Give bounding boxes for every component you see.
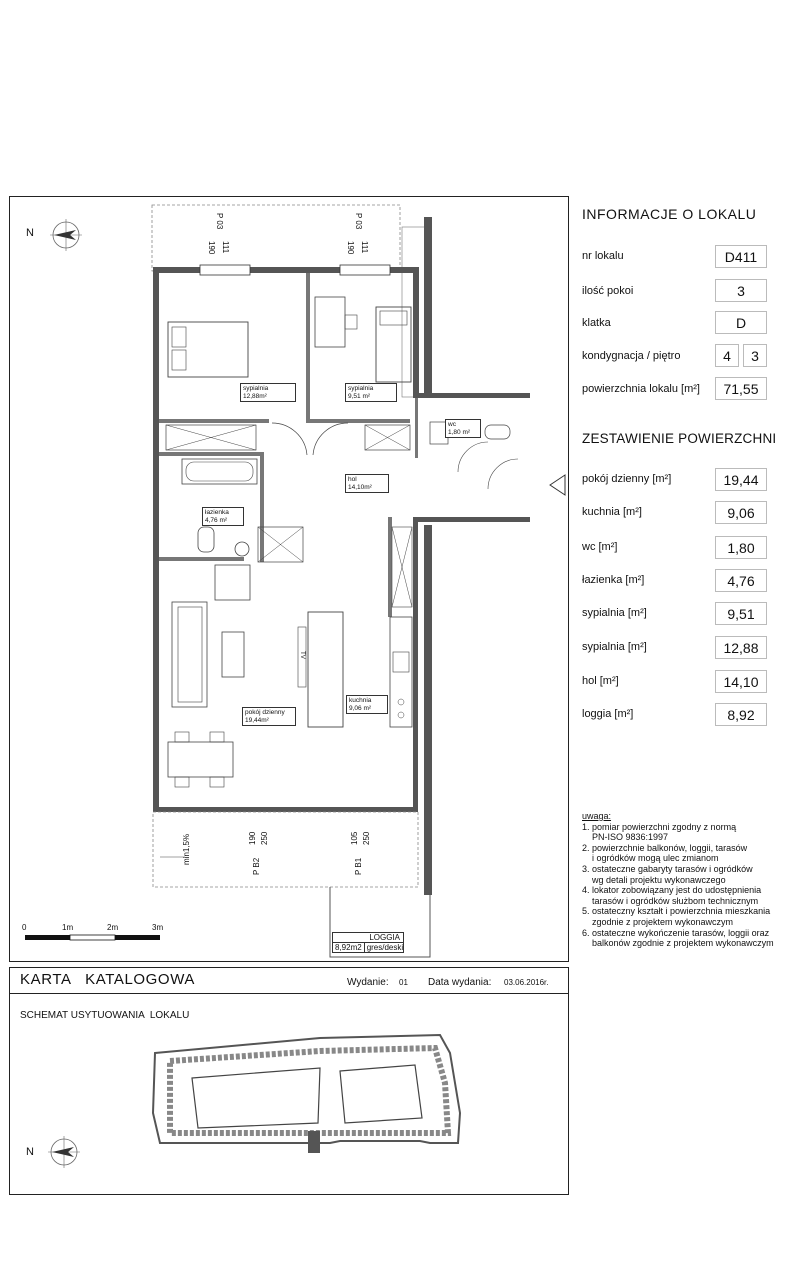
area-value: 8,92 (715, 703, 767, 726)
area-label: sypialnia [m²] (582, 607, 647, 619)
room-name: łazienka (205, 509, 229, 516)
areas-title: ZESTAWIENIE POWIERZCHNI (582, 431, 777, 446)
note-line: 1. pomiar powierzchni zgodny z normą (582, 821, 737, 832)
date-label: Data wydania: (428, 977, 492, 988)
info-label-nr: nr lokalu (582, 250, 624, 262)
window-code: P 03 (215, 213, 224, 230)
loggia-details (333, 943, 403, 952)
window-bottom-1 (248, 825, 278, 885)
note-line: zgodnie z projektem wykonawczym (592, 916, 734, 927)
room-name: pokój dzienny (245, 709, 285, 716)
info-value-nr: D411 (715, 245, 767, 268)
room-area: 9,51 m² (348, 392, 371, 400)
window-dim-b: 111 (221, 241, 230, 254)
room-label-sypialnia-1 (240, 383, 296, 402)
info-value-pietro: 3 (743, 344, 767, 367)
area-label: wc [m²] (582, 541, 618, 553)
area-label: łazienka [m²] (582, 574, 645, 586)
note-line: 4. lokator zobowiązany jest do udostępnienia (582, 885, 762, 896)
window-bottom-2 (350, 825, 380, 885)
tv-label: TV (298, 651, 305, 659)
window-code: P B1 (354, 857, 363, 875)
scale-label: 1m (62, 923, 74, 932)
slope-label: min1,5% (182, 833, 191, 865)
room-label-sypialnia-2 (345, 383, 397, 402)
note-line: wg detali projektu wykonawczego (592, 874, 726, 885)
room-area: 19,44m² (245, 716, 269, 724)
note-line: 2. powierzchnie balkonów, loggii, tarasów (582, 842, 748, 853)
catalog-footer (9, 967, 569, 1195)
room-name: sypialnia (348, 385, 374, 392)
area-label: kuchnia [m²] (582, 506, 642, 518)
edition-label: Wydanie: (347, 977, 389, 988)
info-label-pokoje: ilość pokoi (582, 285, 634, 297)
info-value-klatka: D (715, 311, 767, 334)
area-label: pokój dzienny [m²] (582, 473, 672, 485)
note-line: 3. ostateczne gabaryty tarasów i ogródków (582, 863, 753, 874)
scale-label: 0 (22, 923, 27, 932)
room-area: 14,10m² (348, 483, 372, 491)
area-label: sypialnia [m²] (582, 641, 647, 653)
room-area: 1,80 m² (448, 428, 471, 436)
info-value-powierzchnia: 71,55 (715, 377, 767, 400)
room-name: kuchnia (349, 697, 372, 704)
room-area: 9,06 m² (349, 704, 372, 712)
area-label: loggia [m²] (582, 708, 634, 720)
room-area: 4,76 m² (205, 516, 228, 524)
area-value: 12,88 (715, 636, 767, 659)
info-value-pokoje: 3 (715, 279, 767, 302)
room-label-pokoj-dzienny (242, 707, 296, 726)
area-value: 19,44 (715, 468, 767, 491)
area-label: hol [m²] (582, 675, 619, 687)
scale-label: 2m (107, 923, 119, 932)
info-label-klatka: klatka (582, 317, 611, 329)
room-name: hol (348, 476, 357, 483)
area-value: 4,76 (715, 569, 767, 592)
north-arrow-icon (50, 219, 82, 251)
window-dim-a: 190 (346, 241, 355, 255)
area-value: 14,10 (715, 670, 767, 693)
note-line: 6. ostateczne wykończenie tarasów, loggii oraz (582, 927, 770, 938)
loggia-area: 8,92m2 (333, 943, 365, 952)
floor-plan-sheet (9, 196, 569, 962)
loggia-material: gres/deski (366, 943, 404, 952)
room-label-lazienka (202, 507, 244, 526)
room-name: wc (448, 421, 456, 428)
date-value: 03.06.2016r. (504, 978, 549, 987)
area-value: 9,51 (715, 602, 767, 625)
window-dim-a: 190 (248, 831, 257, 845)
schema-title: SCHEMAT USYTUOWANIA LOKALU (20, 1010, 190, 1021)
area-value: 1,80 (715, 536, 767, 559)
window-dim-b: 111 (360, 241, 369, 254)
note-line: PN-ISO 9836:1997 (592, 832, 669, 843)
loggia-label (332, 932, 404, 953)
info-value-kondygnacja: 4 (715, 344, 739, 367)
window-code: P B2 (252, 857, 261, 875)
window-dim-b: 250 (362, 831, 371, 845)
room-label-wc (445, 419, 481, 438)
footer-title: KARTA KATALOGOWA (20, 971, 196, 988)
info-title: INFORMACJE O LOKALU (582, 206, 757, 222)
floor-plan-drawing (10, 197, 570, 963)
window-dim-a: 190 (207, 241, 216, 255)
note-line: i ogródków mogą ulec zmianom (592, 853, 719, 864)
window-dim-b: 250 (260, 831, 269, 845)
notes (582, 811, 792, 949)
scale-label: 3m (152, 923, 164, 932)
area-value: 9,06 (715, 501, 767, 524)
north-label: N (26, 227, 34, 239)
note-line: balkonów zgodnie z projektem wykonawczym (592, 938, 774, 949)
schema-north-label: N (26, 1146, 34, 1158)
info-label-kondygnacja: kondygnacja / piętro (582, 350, 681, 362)
room-label-hol (345, 474, 389, 493)
north-arrow-icon (48, 1136, 80, 1168)
window-dim-a: 105 (350, 831, 359, 845)
room-area: 12,88m² (243, 392, 267, 400)
info-label-powierzchnia: powierzchnia lokalu [m²] (582, 383, 700, 395)
window-code: P 03 (354, 213, 363, 230)
note-line: tarasów i ogródków służbom technicznym (592, 895, 759, 906)
room-name: sypialnia (243, 385, 269, 392)
notes-heading: uwaga: (582, 811, 612, 821)
footer-header (10, 968, 568, 994)
room-label-kuchnia (346, 695, 388, 714)
site-schema-drawing (10, 993, 570, 1193)
loggia-name: LOGGIA (333, 933, 403, 943)
note-line: 5. ostateczny kształt i powierzchnia mieszkania (582, 906, 771, 917)
info-panel (569, 196, 795, 962)
edition-value: 01 (399, 978, 408, 987)
